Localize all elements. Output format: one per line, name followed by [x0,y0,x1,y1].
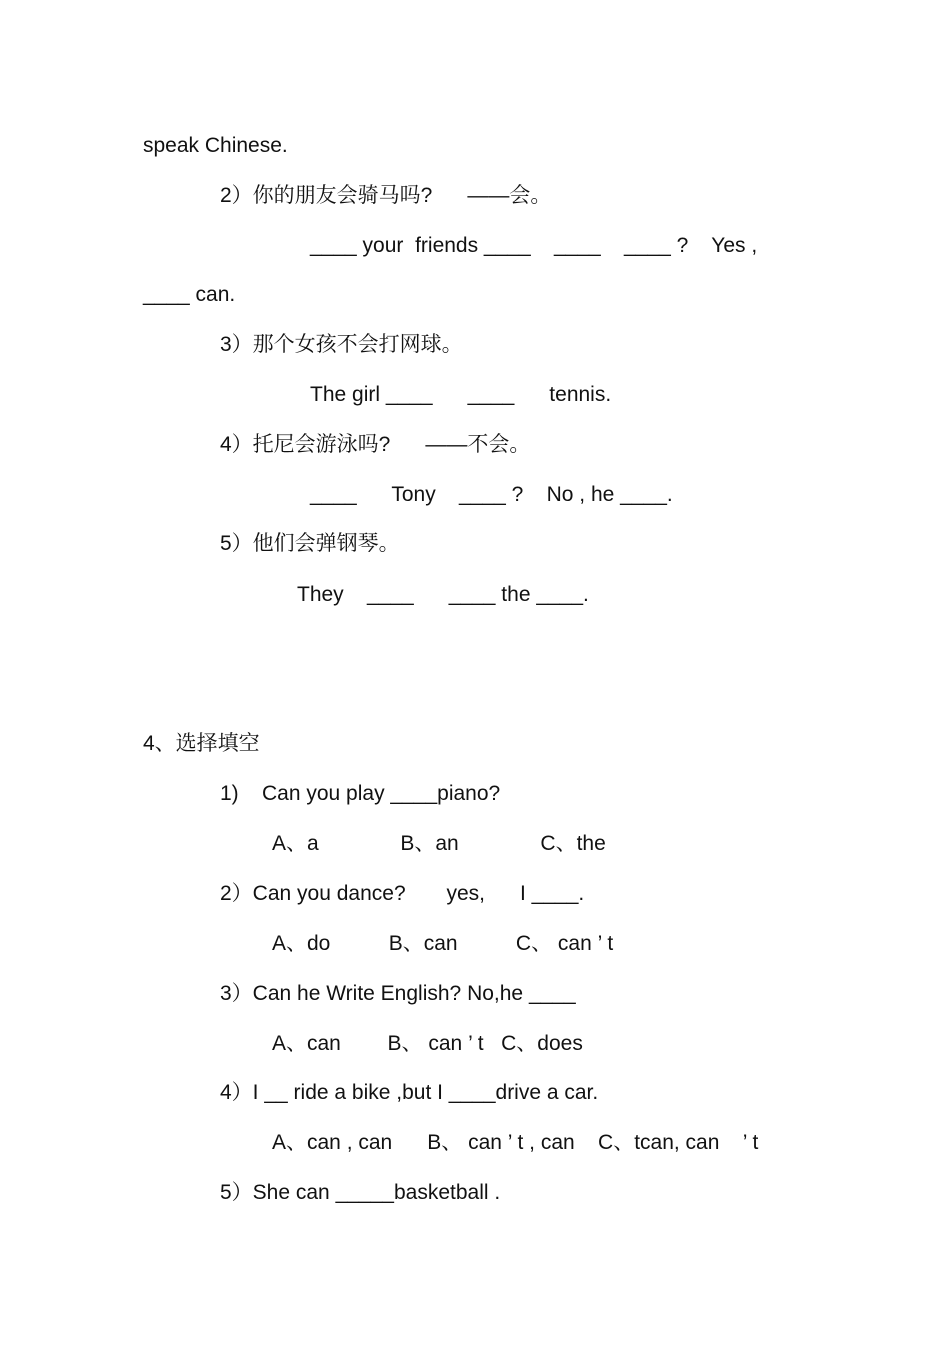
answer-blanks: ____ can. [143,283,236,306]
question-text: 2）Can you dance? yes, I ____. [220,882,585,905]
question-text: 3）那个女孩不会打网球。 [220,333,463,356]
answer-blanks: They ____ ____ the ____. [297,583,589,606]
text-line: speak Chinese. [143,134,288,157]
question-text: 5）他们会弹钢琴。 [220,532,400,555]
question-text: 4）托尼会游泳吗? ——不会。 [220,433,531,456]
answer-blanks: The girl ____ ____ tennis. [310,383,612,406]
answer-options: A、do B、can C、 can ’ t [272,932,614,955]
question-text: 2）你的朋友会骑马吗? ——会。 [220,184,552,207]
answer-options: A、can B、 can ’ t C、does [272,1032,583,1055]
question-text: 1) Can you play ____piano? [220,782,501,805]
question-text: 4）I __ ride a bike ,but I ____drive a car. [220,1081,599,1104]
section-heading: 4、选择填空 [143,732,260,755]
question-text: 5）She can _____basketball . [220,1181,501,1204]
answer-options: A、a B、an C、the [272,832,606,855]
answer-blanks: ____ Tony ____ ? No , he ____. [310,483,673,506]
answer-options: A、can , can B、 can ’ t , can C、tcan, can ’ t [272,1131,759,1154]
answer-blanks: ____ your friends ____ ____ ____ ? Yes , [310,234,758,257]
question-text: 3）Can he Write English? No,he ____ [220,982,576,1005]
